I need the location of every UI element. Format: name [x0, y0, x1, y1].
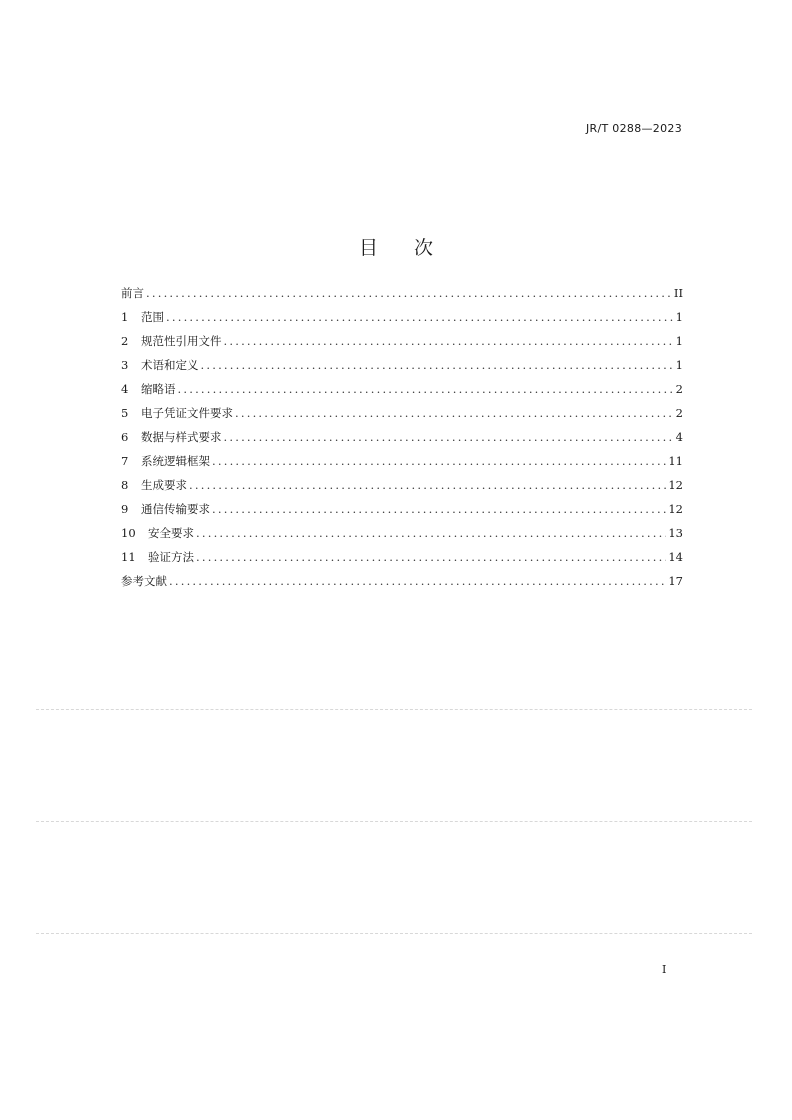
toc-leader-dots — [224, 332, 674, 350]
toc-entry-4[interactable] — [121, 380, 683, 404]
toc-entry-7[interactable] — [121, 452, 683, 476]
toc-title-part2: 次 — [414, 237, 434, 259]
toc-entry-page: 13 — [668, 526, 683, 540]
toc-entry-label: 验证方法 — [148, 550, 194, 564]
toc-entry-foreword[interactable] — [121, 284, 683, 308]
toc-entry-10[interactable] — [121, 524, 683, 548]
toc-entry-number: 5 — [121, 406, 129, 420]
divider-line — [36, 933, 752, 934]
toc-entry-1[interactable] — [121, 308, 683, 332]
toc-leader-dots — [212, 452, 666, 470]
toc-title-part1: 目 — [358, 237, 378, 259]
toc-entry-label: 生成要求 — [141, 478, 187, 492]
toc-entry-page: 4 — [675, 430, 683, 444]
toc-entry-6[interactable] — [121, 428, 683, 452]
toc-entry-number: 9 — [121, 502, 129, 516]
toc-entry-label: 前言 — [121, 286, 144, 300]
toc-leader-dots — [196, 524, 666, 542]
toc-entry-page: 1 — [675, 358, 683, 372]
toc-entry-number: 10 — [121, 526, 136, 540]
toc-entry-label: 范围 — [141, 310, 164, 324]
toc-leader-dots — [224, 428, 674, 446]
toc-entry-label: 通信传输要求 — [141, 502, 210, 516]
toc-entry-5[interactable] — [121, 404, 683, 428]
toc-entry-page: 17 — [668, 574, 683, 588]
toc-entry-3[interactable] — [121, 356, 683, 380]
toc-entry-number: 8 — [121, 478, 129, 492]
toc-entry-page: II — [673, 286, 683, 300]
toc-entry-page: 2 — [675, 406, 683, 420]
toc-leader-dots — [146, 284, 672, 302]
toc-entry-11[interactable] — [121, 548, 683, 572]
toc-entry-2[interactable] — [121, 332, 683, 356]
toc-entry-number: 4 — [121, 382, 129, 396]
toc-entry-label: 参考文献 — [121, 574, 167, 588]
page-number: I — [662, 963, 667, 976]
toc-entry-number: 11 — [121, 550, 136, 564]
toc-entry-page: 14 — [668, 550, 683, 564]
toc-entry-page: 12 — [668, 502, 683, 516]
toc-entry-label: 数据与样式要求 — [141, 430, 222, 444]
toc-entry-page: 12 — [668, 478, 683, 492]
toc-entry-number: 7 — [121, 454, 129, 468]
table-of-contents — [121, 284, 683, 596]
toc-entry-9[interactable] — [121, 500, 683, 524]
toc-entry-number: 2 — [121, 334, 129, 348]
toc-entry-number: 1 — [121, 310, 129, 324]
toc-leader-dots — [201, 356, 674, 374]
toc-entry-label: 电子凭证文件要求 — [141, 406, 233, 420]
toc-title — [0, 233, 792, 260]
toc-entry-label: 系统逻辑框架 — [141, 454, 210, 468]
standard-code: JR/T 0288—2023 — [586, 122, 682, 135]
toc-entry-label: 规范性引用文件 — [141, 334, 222, 348]
toc-entry-label: 安全要求 — [148, 526, 194, 540]
toc-leader-dots — [212, 500, 666, 518]
toc-entry-page: 1 — [675, 310, 683, 324]
toc-entry-page: 11 — [668, 454, 683, 468]
toc-entry-label: 缩略语 — [141, 382, 176, 396]
toc-leader-dots — [189, 476, 666, 494]
toc-entry-number: 6 — [121, 430, 129, 444]
divider-line — [36, 821, 752, 822]
toc-entry-page: 1 — [675, 334, 683, 348]
toc-leader-dots — [178, 380, 674, 398]
toc-leader-dots — [169, 572, 666, 590]
toc-entry-bibliography[interactable] — [121, 572, 683, 596]
toc-leader-dots — [196, 548, 666, 566]
toc-leader-dots — [235, 404, 673, 422]
divider-line — [36, 709, 752, 710]
toc-entry-number: 3 — [121, 358, 129, 372]
toc-entry-8[interactable] — [121, 476, 683, 500]
toc-entry-label: 术语和定义 — [141, 358, 199, 372]
toc-leader-dots — [166, 308, 673, 326]
toc-entry-page: 2 — [675, 382, 683, 396]
